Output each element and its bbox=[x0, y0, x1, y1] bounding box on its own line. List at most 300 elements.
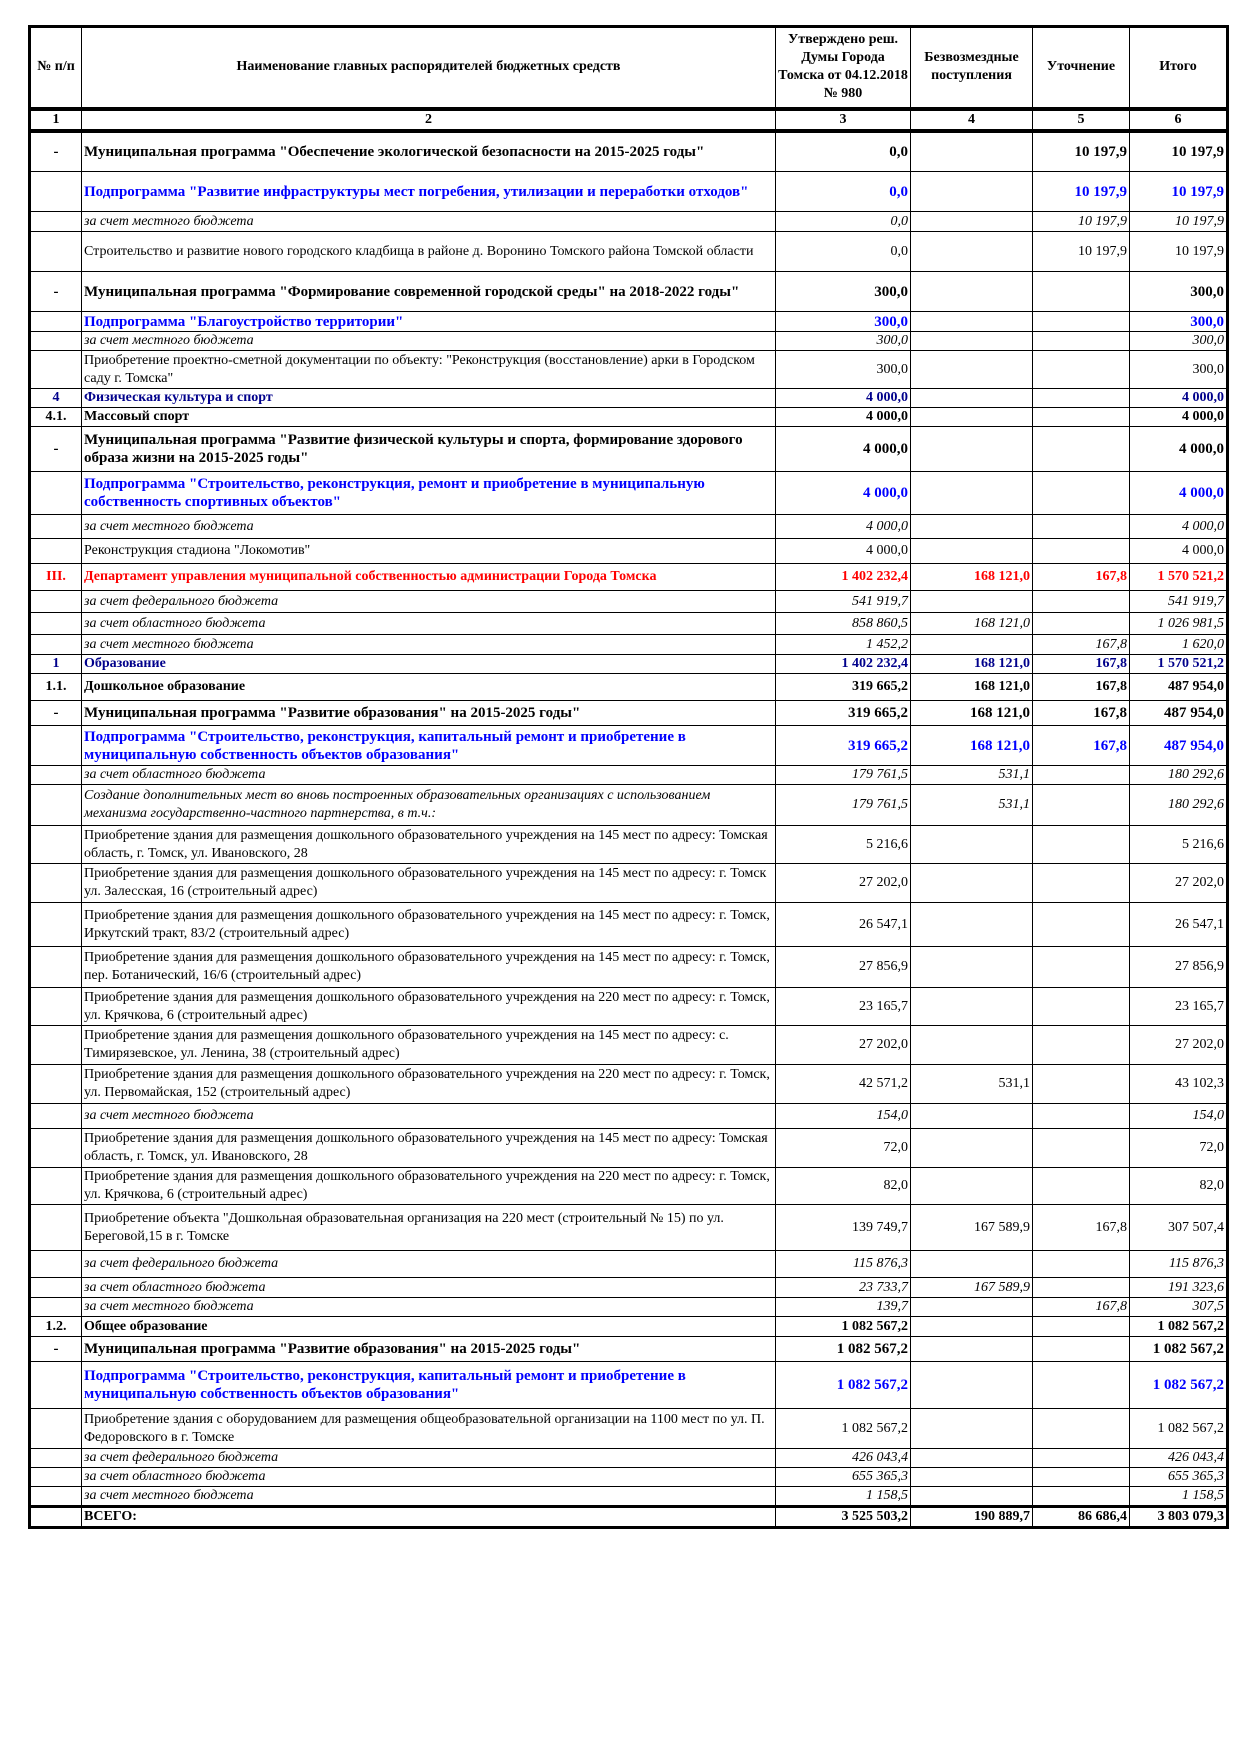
row-total: 26 547,1 bbox=[1130, 903, 1228, 947]
row-grants bbox=[911, 312, 1033, 332]
row-name: Подпрограмма "Строительство, реконструкция, ремонт и приобретение в муниципальную собственность спортивных объектов" bbox=[82, 472, 776, 515]
row-grants bbox=[911, 1337, 1033, 1362]
row-adjustment: 10 197,9 bbox=[1033, 232, 1130, 272]
row-name: Приобретение здания для размещения дошкольного образовательного учреждения на 145 мест по адресу: Томская область, г. Томск, ул. Ивановского, 28 bbox=[82, 826, 776, 864]
row-adjustment bbox=[1033, 1487, 1130, 1507]
row-adjustment bbox=[1033, 1251, 1130, 1278]
row-approved: 115 876,3 bbox=[776, 1251, 911, 1278]
row-approved: 0,0 bbox=[776, 232, 911, 272]
row-grants bbox=[911, 232, 1033, 272]
table-row bbox=[30, 1487, 1228, 1507]
row-number bbox=[30, 1278, 82, 1298]
table-row bbox=[30, 674, 1228, 701]
row-name: Общее образование bbox=[82, 1317, 776, 1337]
table-row bbox=[30, 655, 1228, 674]
row-name: за счет областного бюджета bbox=[82, 1278, 776, 1298]
row-grants bbox=[911, 131, 1033, 172]
row-adjustment bbox=[1033, 591, 1130, 613]
row-number bbox=[30, 1449, 82, 1468]
row-adjustment: 10 197,9 bbox=[1033, 172, 1130, 212]
row-number bbox=[30, 172, 82, 212]
row-total: 1 082 567,2 bbox=[1130, 1362, 1228, 1409]
table-row bbox=[30, 232, 1228, 272]
table-row bbox=[30, 826, 1228, 864]
row-grants bbox=[911, 408, 1033, 427]
row-adjustment bbox=[1033, 272, 1130, 312]
row-approved: 23 733,7 bbox=[776, 1278, 911, 1298]
row-number bbox=[30, 472, 82, 515]
row-adjustment bbox=[1033, 1409, 1130, 1449]
row-total: 487 954,0 bbox=[1130, 726, 1228, 766]
row-approved: 4 000,0 bbox=[776, 539, 911, 564]
row-total: 300,0 bbox=[1130, 272, 1228, 312]
row-name: Создание дополнительных мест во вновь построенных образовательных организациях с использованием механизма государственно-частного партнерства, в т.ч.: bbox=[82, 785, 776, 826]
row-number: - bbox=[30, 1337, 82, 1362]
row-number bbox=[30, 539, 82, 564]
row-approved: 26 547,1 bbox=[776, 903, 911, 947]
row-approved: 300,0 bbox=[776, 312, 911, 332]
row-approved: 1 082 567,2 bbox=[776, 1409, 911, 1449]
row-number bbox=[30, 232, 82, 272]
table-row bbox=[30, 1104, 1228, 1129]
table-row bbox=[30, 1317, 1228, 1337]
row-name: Подпрограмма "Развитие инфраструктуры мест погребения, утилизации и переработки отходов" bbox=[82, 172, 776, 212]
table-row bbox=[30, 1278, 1228, 1298]
col-header-number: № п/п bbox=[30, 27, 82, 109]
row-adjustment: 167,8 bbox=[1033, 1205, 1130, 1251]
row-total: 23 165,7 bbox=[1130, 988, 1228, 1026]
row-total: 1 082 567,2 bbox=[1130, 1337, 1228, 1362]
row-grants bbox=[911, 947, 1033, 988]
row-grants: 531,1 bbox=[911, 785, 1033, 826]
table-row bbox=[30, 988, 1228, 1026]
row-grants: 167 589,9 bbox=[911, 1278, 1033, 1298]
row-total: 27 202,0 bbox=[1130, 1026, 1228, 1065]
row-grants bbox=[911, 1168, 1033, 1205]
row-name: Приобретение проектно-сметной документации по объекту: "Реконструкция (восстановление) арки в Городском саду г. Томска" bbox=[82, 351, 776, 389]
table-row bbox=[30, 1205, 1228, 1251]
row-approved: 1 082 567,2 bbox=[776, 1317, 911, 1337]
row-grants bbox=[911, 1026, 1033, 1065]
row-name: Приобретение здания с оборудованием для размещения общеобразовательной организации на 1100 мест по ул. П. Федоровского в г. Томске bbox=[82, 1409, 776, 1449]
row-number: III. bbox=[30, 564, 82, 591]
row-number bbox=[30, 1487, 82, 1507]
row-adjustment bbox=[1033, 947, 1130, 988]
table-row bbox=[30, 726, 1228, 766]
row-grants bbox=[911, 1104, 1033, 1129]
row-name: Муниципальная программа "Развитие физической культуры и спорта, формирование здорового образа жизни на 2015-2025 годы" bbox=[82, 427, 776, 472]
row-number bbox=[30, 826, 82, 864]
row-total: 4 000,0 bbox=[1130, 408, 1228, 427]
row-name: Приобретение здания для размещения дошкольного образовательного учреждения на 220 мест по адресу: г. Томск, ул. Крячкова, 6 (строительный адрес) bbox=[82, 1168, 776, 1205]
row-total: 541 919,7 bbox=[1130, 591, 1228, 613]
row-total: 300,0 bbox=[1130, 351, 1228, 389]
row-grants bbox=[911, 472, 1033, 515]
table-row bbox=[30, 1065, 1228, 1104]
row-adjustment bbox=[1033, 988, 1130, 1026]
row-number bbox=[30, 864, 82, 903]
row-name: за счет местного бюджета bbox=[82, 212, 776, 232]
row-grants bbox=[911, 515, 1033, 539]
row-adjustment bbox=[1033, 1449, 1130, 1468]
table-row bbox=[30, 332, 1228, 351]
row-adjustment: 167,8 bbox=[1033, 564, 1130, 591]
col-number: 1 bbox=[30, 109, 82, 131]
row-adjustment bbox=[1033, 332, 1130, 351]
row-number bbox=[30, 726, 82, 766]
row-total: 10 197,9 bbox=[1130, 172, 1228, 212]
row-total: 82,0 bbox=[1130, 1168, 1228, 1205]
row-number bbox=[30, 1251, 82, 1278]
row-grants: 531,1 bbox=[911, 766, 1033, 785]
row-number bbox=[30, 312, 82, 332]
row-number bbox=[30, 613, 82, 635]
row-adjustment bbox=[1033, 903, 1130, 947]
row-approved: 4 000,0 bbox=[776, 427, 911, 472]
table-row bbox=[30, 1337, 1228, 1362]
row-total: 487 954,0 bbox=[1130, 674, 1228, 701]
row-total: 1 082 567,2 bbox=[1130, 1317, 1228, 1337]
row-name: за счет местного бюджета bbox=[82, 515, 776, 539]
row-approved: 0,0 bbox=[776, 212, 911, 232]
row-approved: 1 082 567,2 bbox=[776, 1362, 911, 1409]
row-adjustment bbox=[1033, 389, 1130, 408]
row-name: за счет областного бюджета bbox=[82, 613, 776, 635]
row-total: 180 292,6 bbox=[1130, 785, 1228, 826]
row-adjustment bbox=[1033, 1065, 1130, 1104]
row-name: за счет федерального бюджета bbox=[82, 1449, 776, 1468]
row-total: 300,0 bbox=[1130, 332, 1228, 351]
row-total: 4 000,0 bbox=[1130, 427, 1228, 472]
row-name: Подпрограмма "Строительство, реконструкция, капитальный ремонт и приобретение в муниципальную собственность объектов образования" bbox=[82, 1362, 776, 1409]
row-adjustment bbox=[1033, 472, 1130, 515]
row-grants bbox=[911, 1298, 1033, 1317]
row-total: 115 876,3 bbox=[1130, 1251, 1228, 1278]
row-adjustment bbox=[1033, 864, 1130, 903]
row-grants: 168 121,0 bbox=[911, 564, 1033, 591]
table-row bbox=[30, 785, 1228, 826]
table-row bbox=[30, 539, 1228, 564]
row-name: за счет местного бюджета bbox=[82, 332, 776, 351]
row-total: 43 102,3 bbox=[1130, 1065, 1228, 1104]
row-grants: 168 121,0 bbox=[911, 701, 1033, 726]
row-adjustment bbox=[1033, 826, 1130, 864]
row-name: за счет местного бюджета bbox=[82, 1298, 776, 1317]
row-name: Приобретение здания для размещения дошкольного образовательного учреждения на 145 мест по адресу: Томская область, г. Томск, ул. Ивановского, 28 bbox=[82, 1129, 776, 1168]
table-row bbox=[30, 1507, 1228, 1528]
row-adjustment bbox=[1033, 613, 1130, 635]
row-name: за счет областного бюджета bbox=[82, 1468, 776, 1487]
row-grants bbox=[911, 635, 1033, 655]
table-row bbox=[30, 864, 1228, 903]
row-name: Образование bbox=[82, 655, 776, 674]
row-number bbox=[30, 947, 82, 988]
col-number: 6 bbox=[1130, 109, 1228, 131]
row-total: 1 158,5 bbox=[1130, 1487, 1228, 1507]
row-number bbox=[30, 988, 82, 1026]
row-adjustment: 10 197,9 bbox=[1033, 131, 1130, 172]
row-number bbox=[30, 1298, 82, 1317]
table-row bbox=[30, 131, 1228, 172]
row-number bbox=[30, 1065, 82, 1104]
row-adjustment bbox=[1033, 539, 1130, 564]
row-approved: 1 158,5 bbox=[776, 1487, 911, 1507]
row-adjustment: 167,8 bbox=[1033, 674, 1130, 701]
table-row bbox=[30, 947, 1228, 988]
row-approved: 23 165,7 bbox=[776, 988, 911, 1026]
row-total: 154,0 bbox=[1130, 1104, 1228, 1129]
row-name: за счет областного бюджета bbox=[82, 766, 776, 785]
row-grants bbox=[911, 427, 1033, 472]
table-row bbox=[30, 515, 1228, 539]
row-approved: 319 665,2 bbox=[776, 674, 911, 701]
table-row bbox=[30, 351, 1228, 389]
row-approved: 655 365,3 bbox=[776, 1468, 911, 1487]
row-total: 10 197,9 bbox=[1130, 212, 1228, 232]
row-number: 1.2. bbox=[30, 1317, 82, 1337]
row-grants bbox=[911, 826, 1033, 864]
row-approved: 27 856,9 bbox=[776, 947, 911, 988]
row-number bbox=[30, 766, 82, 785]
row-adjustment: 167,8 bbox=[1033, 1298, 1130, 1317]
row-total: 191 323,6 bbox=[1130, 1278, 1228, 1298]
row-grants bbox=[911, 988, 1033, 1026]
row-approved: 4 000,0 bbox=[776, 472, 911, 515]
row-number bbox=[30, 1104, 82, 1129]
table-row bbox=[30, 1449, 1228, 1468]
row-total: 10 197,9 bbox=[1130, 131, 1228, 172]
row-approved: 4 000,0 bbox=[776, 389, 911, 408]
col-number: 4 bbox=[911, 109, 1033, 131]
row-number bbox=[30, 1129, 82, 1168]
row-total: 5 216,6 bbox=[1130, 826, 1228, 864]
row-name: Приобретение здания для размещения дошкольного образовательного учреждения на 145 мест по адресу: г. Томск, Иркутский тракт, 83/2 (строительный адрес) bbox=[82, 903, 776, 947]
table-row bbox=[30, 1362, 1228, 1409]
row-grants bbox=[911, 212, 1033, 232]
row-total: 72,0 bbox=[1130, 1129, 1228, 1168]
row-name: Муниципальная программа "Развитие образования" на 2015-2025 годы" bbox=[82, 701, 776, 726]
row-number: 1.1. bbox=[30, 674, 82, 701]
row-adjustment bbox=[1033, 1317, 1130, 1337]
row-total: 1 570 521,2 bbox=[1130, 655, 1228, 674]
row-approved: 319 665,2 bbox=[776, 701, 911, 726]
table-row bbox=[30, 701, 1228, 726]
row-number: - bbox=[30, 427, 82, 472]
row-number bbox=[30, 351, 82, 389]
table-row bbox=[30, 635, 1228, 655]
row-number bbox=[30, 1168, 82, 1205]
row-name: Муниципальная программа "Формирование современной городской среды" на 2018-2022 годы" bbox=[82, 272, 776, 312]
table-row bbox=[30, 408, 1228, 427]
table-row bbox=[30, 903, 1228, 947]
row-name: Дошкольное образование bbox=[82, 674, 776, 701]
row-grants bbox=[911, 1468, 1033, 1487]
table-row bbox=[30, 389, 1228, 408]
table-row bbox=[30, 1298, 1228, 1317]
row-grants: 168 121,0 bbox=[911, 655, 1033, 674]
row-approved: 4 000,0 bbox=[776, 515, 911, 539]
row-grants bbox=[911, 1362, 1033, 1409]
row-approved: 27 202,0 bbox=[776, 864, 911, 903]
table-row bbox=[30, 1468, 1228, 1487]
table-row bbox=[30, 212, 1228, 232]
row-approved: 300,0 bbox=[776, 332, 911, 351]
row-grants: 168 121,0 bbox=[911, 613, 1033, 635]
row-total: 180 292,6 bbox=[1130, 766, 1228, 785]
row-number bbox=[30, 212, 82, 232]
budget-table bbox=[28, 25, 1229, 1529]
row-grants bbox=[911, 272, 1033, 312]
row-number: - bbox=[30, 701, 82, 726]
row-adjustment bbox=[1033, 1362, 1130, 1409]
row-name: Приобретение здания для размещения дошкольного образовательного учреждения на 220 мест по адресу: г. Томск, ул. Первомайская, 152 (строительный адрес) bbox=[82, 1065, 776, 1104]
row-total: 4 000,0 bbox=[1130, 539, 1228, 564]
col-number: 2 bbox=[82, 109, 776, 131]
row-number bbox=[30, 1026, 82, 1065]
table-row bbox=[30, 1168, 1228, 1205]
row-total: 1 082 567,2 bbox=[1130, 1409, 1228, 1449]
row-name: Приобретение здания для размещения дошкольного образовательного учреждения на 145 мест по адресу: г. Томск, пер. Ботанический, 16/6 (строительный адрес) bbox=[82, 947, 776, 988]
row-approved: 858 860,5 bbox=[776, 613, 911, 635]
row-adjustment bbox=[1033, 1468, 1130, 1487]
row-number: - bbox=[30, 272, 82, 312]
row-name: Реконструкция стадиона "Локомотив" bbox=[82, 539, 776, 564]
col-header-name: Наименование главных распорядителей бюджетных средств bbox=[82, 27, 776, 109]
row-approved: 300,0 bbox=[776, 272, 911, 312]
table-row bbox=[30, 172, 1228, 212]
row-adjustment bbox=[1033, 515, 1130, 539]
row-approved: 139 749,7 bbox=[776, 1205, 911, 1251]
row-approved: 0,0 bbox=[776, 131, 911, 172]
row-grants bbox=[911, 1317, 1033, 1337]
row-approved: 179 761,5 bbox=[776, 785, 911, 826]
col-header-grants: Безвозмездные поступления bbox=[911, 27, 1033, 109]
row-approved: 1 082 567,2 bbox=[776, 1337, 911, 1362]
row-total: 27 856,9 bbox=[1130, 947, 1228, 988]
row-adjustment: 86 686,4 bbox=[1033, 1507, 1130, 1528]
row-approved: 27 202,0 bbox=[776, 1026, 911, 1065]
row-adjustment bbox=[1033, 1337, 1130, 1362]
table-row bbox=[30, 427, 1228, 472]
row-approved: 319 665,2 bbox=[776, 726, 911, 766]
row-number bbox=[30, 1205, 82, 1251]
row-adjustment bbox=[1033, 785, 1130, 826]
row-approved: 0,0 bbox=[776, 172, 911, 212]
row-total: 1 026 981,5 bbox=[1130, 613, 1228, 635]
row-adjustment: 167,8 bbox=[1033, 635, 1130, 655]
row-total: 307 507,4 bbox=[1130, 1205, 1228, 1251]
row-name: Подпрограмма "Строительство, реконструкция, капитальный ремонт и приобретение в муниципальную собственность объектов образования" bbox=[82, 726, 776, 766]
row-approved: 72,0 bbox=[776, 1129, 911, 1168]
row-number bbox=[30, 903, 82, 947]
row-adjustment: 167,8 bbox=[1033, 726, 1130, 766]
row-total: 4 000,0 bbox=[1130, 389, 1228, 408]
row-adjustment: 167,8 bbox=[1033, 701, 1130, 726]
col-header-total: Итого bbox=[1130, 27, 1228, 109]
row-name: за счет местного бюджета bbox=[82, 635, 776, 655]
row-adjustment bbox=[1033, 1278, 1130, 1298]
row-name: за счет федерального бюджета bbox=[82, 1251, 776, 1278]
row-total: 10 197,9 bbox=[1130, 232, 1228, 272]
row-number: - bbox=[30, 131, 82, 172]
row-total: 1 570 521,2 bbox=[1130, 564, 1228, 591]
table-row bbox=[30, 1129, 1228, 1168]
table-row bbox=[30, 312, 1228, 332]
row-number bbox=[30, 785, 82, 826]
row-adjustment bbox=[1033, 766, 1130, 785]
row-number bbox=[30, 1409, 82, 1449]
row-approved: 3 525 503,2 bbox=[776, 1507, 911, 1528]
table-row bbox=[30, 766, 1228, 785]
row-grants bbox=[911, 332, 1033, 351]
row-grants bbox=[911, 1409, 1033, 1449]
table-row bbox=[30, 591, 1228, 613]
row-name: Массовый спорт bbox=[82, 408, 776, 427]
row-number bbox=[30, 591, 82, 613]
row-approved: 4 000,0 bbox=[776, 408, 911, 427]
row-name: ВСЕГО: bbox=[82, 1507, 776, 1528]
row-name: Приобретение здания для размещения дошкольного образовательного учреждения на 145 мест по адресу: с. Тимирязевское, ул. Ленина, 38 (строительный адрес) bbox=[82, 1026, 776, 1065]
row-total: 426 043,4 bbox=[1130, 1449, 1228, 1468]
table-row bbox=[30, 1409, 1228, 1449]
row-total: 307,5 bbox=[1130, 1298, 1228, 1317]
table-row bbox=[30, 472, 1228, 515]
row-approved: 82,0 bbox=[776, 1168, 911, 1205]
row-grants bbox=[911, 539, 1033, 564]
row-grants bbox=[911, 389, 1033, 408]
col-number: 3 bbox=[776, 109, 911, 131]
row-number bbox=[30, 1362, 82, 1409]
row-total: 3 803 079,3 bbox=[1130, 1507, 1228, 1528]
row-grants bbox=[911, 1129, 1033, 1168]
row-number: 1 bbox=[30, 655, 82, 674]
col-number: 5 bbox=[1033, 109, 1130, 131]
row-grants: 531,1 bbox=[911, 1065, 1033, 1104]
row-adjustment bbox=[1033, 408, 1130, 427]
row-number bbox=[30, 515, 82, 539]
row-adjustment: 167,8 bbox=[1033, 655, 1130, 674]
table-row bbox=[30, 272, 1228, 312]
row-number: 4 bbox=[30, 389, 82, 408]
table-row bbox=[30, 1251, 1228, 1278]
row-approved: 300,0 bbox=[776, 351, 911, 389]
row-name: Департамент управления муниципальной собственностью администрации Города Томска bbox=[82, 564, 776, 591]
row-adjustment: 10 197,9 bbox=[1033, 212, 1130, 232]
row-adjustment bbox=[1033, 1168, 1130, 1205]
row-name: Муниципальная программа "Обеспечение экологической безопасности на 2015-2025 годы" bbox=[82, 131, 776, 172]
row-approved: 1 402 232,4 bbox=[776, 655, 911, 674]
row-total: 4 000,0 bbox=[1130, 472, 1228, 515]
row-name: Подпрограмма "Благоустройство территории" bbox=[82, 312, 776, 332]
row-grants bbox=[911, 351, 1033, 389]
row-number bbox=[30, 332, 82, 351]
row-adjustment bbox=[1033, 312, 1130, 332]
row-approved: 139,7 bbox=[776, 1298, 911, 1317]
table-body bbox=[30, 131, 1228, 1528]
row-grants bbox=[911, 172, 1033, 212]
row-name: за счет местного бюджета bbox=[82, 1487, 776, 1507]
row-total: 300,0 bbox=[1130, 312, 1228, 332]
row-approved: 1 402 232,4 bbox=[776, 564, 911, 591]
row-approved: 426 043,4 bbox=[776, 1449, 911, 1468]
row-total: 487 954,0 bbox=[1130, 701, 1228, 726]
row-approved: 5 216,6 bbox=[776, 826, 911, 864]
row-name: Приобретение здания для размещения дошкольного образовательного учреждения на 145 мест по адресу: г. Томск ул. Залесская, 16 (строительный адрес) bbox=[82, 864, 776, 903]
row-approved: 154,0 bbox=[776, 1104, 911, 1129]
row-adjustment bbox=[1033, 1104, 1130, 1129]
row-number: 4.1. bbox=[30, 408, 82, 427]
row-adjustment bbox=[1033, 427, 1130, 472]
